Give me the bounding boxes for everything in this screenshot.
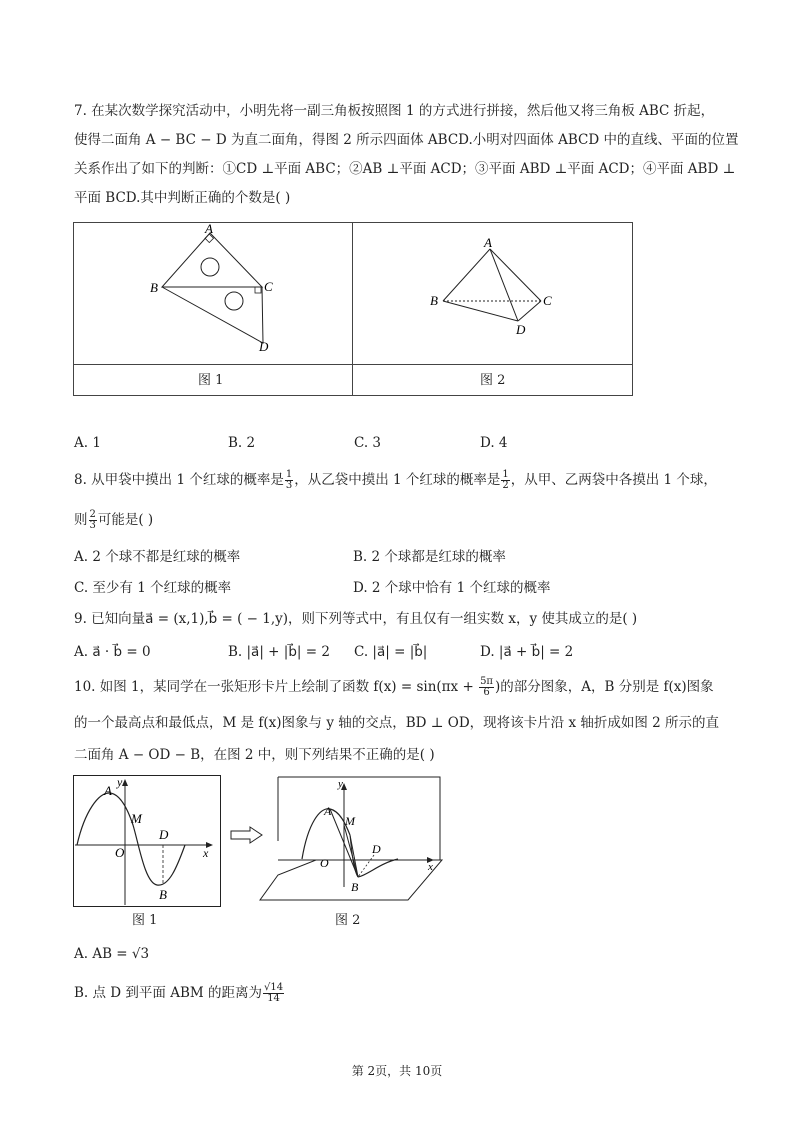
- q10-fig1-label-a: A: [104, 783, 112, 798]
- q7-fig2-caption: 图 2: [480, 373, 506, 388]
- q7-figure1-diagram: [74, 223, 352, 364]
- q10-text-line3: 二面角 A − OD − B，在图 2 中，则下列结果不正确的是( ): [74, 747, 435, 763]
- q7-fig2-label-c: C: [543, 293, 552, 308]
- q7-text-line1: 7. 在某次数学探究活动中，小明先将一副三角板按照图 1 的方式进行拼接，然后他又将三角板 ABC 折起，: [74, 103, 715, 119]
- q8-fraction-1: $\frac{1}{3}$: [285, 469, 293, 491]
- q9-option-c: C. |a⃗| = |b⃗|: [354, 644, 428, 660]
- q10-line1-a: 10. 如图 1，某同学在一张矩形卡片上绘制了函数 f(x) = sin(πx +: [74, 679, 479, 695]
- q10-fig1-caption: 图 1: [132, 913, 158, 928]
- q10-fig1-label-o: O: [115, 845, 125, 860]
- q10-option-b: [74, 983, 285, 1004]
- q7-fig1-label-d: D: [259, 339, 269, 354]
- q7-text-line3: 关系作出了如下的判断：①CD ⊥平面 ABC；②AB ⊥平面 ACD；③平面 ABD ⊥平面 ACD；④平面 ABD ⊥: [74, 161, 736, 177]
- q7-fig2-label-b: B: [430, 293, 438, 308]
- q10-fig2-label-a: A: [324, 804, 332, 818]
- q10-fig1-label-d: D: [159, 827, 169, 842]
- q9-option-d: D. |a⃗ + b⃗| = 2: [480, 644, 574, 660]
- q10-line1-b: )的部分图象，A，B 分别是 f(x)图象: [495, 679, 714, 695]
- q7-fig2-label-a: A: [484, 235, 492, 250]
- q7-fig2-label-d: D: [516, 322, 526, 337]
- q10-option-b-text: B. 点 D 到平面 ABM 的距离为: [74, 985, 262, 1001]
- q10-fig1-label-x: x: [203, 846, 209, 860]
- q8-option-a: A. 2 个球不都是红球的概率: [74, 549, 241, 565]
- q7-option-a: A. 1: [74, 435, 101, 451]
- q10-fig2-label-o: O: [320, 856, 329, 870]
- q10-figure1-graph: [73, 775, 221, 907]
- q7-option-b: B. 2: [228, 435, 256, 451]
- q8-line1-b: ，从乙袋中摸出 1 个红球的概率是: [294, 472, 501, 488]
- q7-fig1-caption: 图 1: [198, 373, 224, 388]
- q7-fig1-label-a: A: [205, 223, 213, 236]
- page-footer: 第 2页，共 10页: [351, 1064, 443, 1078]
- q8-line2-b: 可能是( ): [97, 512, 154, 528]
- q7-figure-table: [73, 222, 633, 396]
- q7-option-c: C. 3: [354, 435, 382, 451]
- q7-fig1-label-b: B: [150, 280, 158, 295]
- q7-option-d: D. 4: [480, 435, 508, 451]
- q8-line1-c: ，从甲、乙两袋中各摸出 1 个球，: [510, 472, 717, 488]
- q8-text-line1: [74, 470, 717, 491]
- q10-fig2-label-b: B: [351, 880, 359, 894]
- q8-line2-a: 则: [74, 512, 88, 528]
- q10-fig1-label-b: B: [159, 887, 167, 902]
- q10-fig1-label-y: y: [117, 775, 123, 789]
- q9-option-b: B. |a⃗| + |b⃗| = 2: [228, 644, 330, 660]
- q8-fraction-3: $\frac{2}{3}$: [89, 509, 96, 531]
- q8-line1-a: 8. 从甲袋中摸出 1 个红球的概率是: [74, 472, 284, 488]
- q10-fig2-label-d: D: [372, 842, 381, 856]
- q8-option-d: D. 2 个球中恰有 1 个红球的概率: [353, 580, 551, 596]
- q7-text-line4: 平面 BCD.其中判断正确的个数是( ): [74, 190, 291, 206]
- q7-text-line2: 使得二面角 A − BC − D 为直二面角，得图 2 所示四面体 ABCD.小明对四面体 ABCD 中的直线、平面的位置: [74, 132, 739, 148]
- q8-text-line2: [74, 510, 153, 531]
- q10-fig2-label-m: M: [345, 814, 355, 828]
- q10-option-b-fraction: $\frac{√14}{14}$: [264, 982, 284, 1004]
- q10-fig1-label-m: M: [131, 811, 142, 826]
- q10-fraction: $\frac{5\pi}{6}$: [480, 676, 493, 698]
- q8-option-b: B. 2 个球都是红球的概率: [353, 549, 506, 565]
- q10-option-a: A. AB = √3: [74, 946, 150, 962]
- q10-text-line1: [74, 677, 714, 698]
- q10-fig2-caption: 图 2: [335, 913, 361, 928]
- q8-option-c: C. 至少有 1 个红球的概率: [74, 580, 232, 596]
- q10-fig2-label-y: y: [338, 778, 343, 790]
- q8-fraction-2: $\frac{1}{2}$: [502, 469, 509, 491]
- q9-text-line1: 9. 已知向量a⃗ = (x,1),b⃗ = ( − 1,y)，则下列等式中，有且仅有一组实数 x，y 使其成立的是( ): [74, 611, 638, 627]
- q10-figure2-graph: [258, 775, 444, 907]
- q10-fig2-label-x: x: [428, 861, 433, 873]
- q7-figure2-diagram: [353, 223, 632, 364]
- q7-fig1-label-c: C: [264, 279, 273, 294]
- q9-option-a: A. a⃗ · b⃗ = 0: [74, 644, 151, 660]
- q10-text-line2: 的一个最高点和最低点，M 是 f(x)图象与 y 轴的交点，BD ⊥ OD，现将该卡片沿 x 轴折成如图 2 所示的直: [74, 715, 720, 731]
